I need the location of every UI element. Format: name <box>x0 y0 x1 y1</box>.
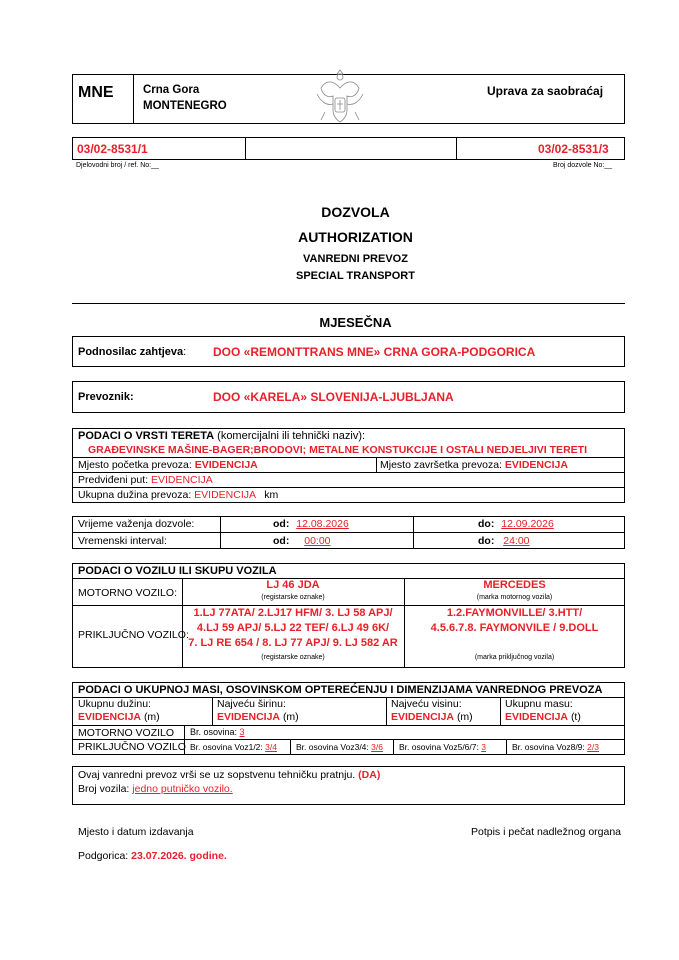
vehicle-heading: PODACI O VOZILU ILI SKUPU VOZILA <box>78 565 277 577</box>
dim-height-unit: (m) <box>456 711 473 723</box>
title-authorization: AUTHORIZATION <box>298 229 413 245</box>
validity-to-time <box>478 535 536 547</box>
axle-group-4-label: Br. osovina Voz8/9: <box>512 742 585 752</box>
applicant-label: Podnosilac zahtjeva <box>78 346 184 358</box>
dim-mass-value <box>505 711 581 723</box>
validity-from-time <box>273 535 343 547</box>
trailer-reg-line-3: 7. LJ RE 654 / 8. LJ 77 APJ/ 9. LJ 582 AR <box>188 637 398 649</box>
axle-group-4 <box>512 742 599 752</box>
cargo-rule-3 <box>72 487 625 488</box>
validity-from-time-value: 00:00 <box>304 535 331 547</box>
cargo-route <box>78 474 213 486</box>
trailer-reg-line-2: 4.LJ 59 APJ/ 5.LJ 22 TEF/ 6.LJ 49 6K/ <box>196 622 390 634</box>
dim-length-unit: (m) <box>143 711 160 723</box>
title-special: SPECIAL TRANSPORT <box>296 270 415 282</box>
validity-to-value: 12.09.2026 <box>501 518 554 530</box>
cargo-route-value: EVIDENCIJA <box>150 474 213 486</box>
ref-number: 03/02-8531/1 <box>77 142 148 156</box>
dim-width-number: EVIDENCIJA <box>217 711 281 723</box>
issue-place-date <box>78 850 227 862</box>
cargo-rule-2 <box>72 472 625 473</box>
validity-from <box>273 518 353 530</box>
dim-trailer-label: PRIKLJUČNO VOZILO <box>78 741 186 753</box>
dim-length-label: Ukupnu dužinu: <box>78 698 151 710</box>
dim-length-number: EVIDENCIJA <box>78 711 142 723</box>
country-code: MNE <box>78 84 114 101</box>
dim-mass-label: Ukupnu masu: <box>505 698 573 710</box>
permit-number: 03/02-8531/3 <box>538 142 609 156</box>
escort-text <box>78 769 380 781</box>
place-date-label: Mjesto i datum izdavanja <box>78 826 194 838</box>
axle-group-3-label: Br. osovina Voz5/6/7: <box>399 742 479 752</box>
validity-divider-1 <box>220 516 221 549</box>
motor-make-caption: (marka motornog vozila) <box>476 594 553 601</box>
motor-vehicle-reg: LJ 46 JDA <box>266 579 320 591</box>
dim-width-label: Najveću širinu: <box>217 698 286 710</box>
escort-count-value: jedno putničko vozilo. <box>132 783 233 795</box>
dimensions-divider-7 <box>506 739 507 755</box>
validity-to-label: do: <box>478 518 495 530</box>
axle-group-1-value: 3/4 <box>265 742 277 752</box>
header-divider <box>133 74 134 124</box>
trailer-reg-line-1: 1.LJ 77ATA/ 2.LJ17 HFM/ 3. LJ 58 APJ/ <box>193 607 393 619</box>
dim-mass-unit: (t) <box>570 711 581 723</box>
applicant-colon: : <box>183 346 187 358</box>
dimensions-rule-2 <box>72 725 625 726</box>
validity-interval-label: Vremenski interval: <box>78 535 167 547</box>
carrier-label: Prevoznik: <box>78 391 134 403</box>
issue-place: Podgorica: <box>78 850 129 862</box>
dim-motor-axles <box>190 727 245 737</box>
cargo-rule-1 <box>72 457 625 458</box>
ref-divider-2 <box>456 137 457 160</box>
validity-rule <box>72 532 625 533</box>
axle-group-3-value: 3 <box>481 742 486 752</box>
cargo-length-label: Ukupna dužina prevoza: <box>78 489 192 501</box>
escort-da: (DA) <box>358 769 381 781</box>
applicant-value: DOO «REMONTTRANS MNE» CRNA GORA-PODGORICA <box>213 345 536 359</box>
trailer-make-caption: (marka priključnog vozila) <box>474 654 555 661</box>
cargo-divider <box>376 457 377 472</box>
dim-height-number: EVIDENCIJA <box>391 711 455 723</box>
dim-height-label: Najveću visinu: <box>391 698 462 710</box>
signature-label: Potpis i pečat nadležnog organa <box>471 826 622 838</box>
dim-motor-axles-value: 3 <box>239 727 245 737</box>
axle-group-1 <box>190 742 277 752</box>
cargo-length-unit: km <box>264 489 279 501</box>
cargo-start-value: EVIDENCIJA <box>194 459 258 471</box>
dimensions-divider-1 <box>212 697 213 725</box>
dim-mass-number: EVIDENCIJA <box>505 711 569 723</box>
validity-period-label: Vrijeme važenja dozvole: <box>78 518 195 530</box>
axle-group-2-value: 3/6 <box>371 742 383 752</box>
dim-width-unit: (m) <box>282 711 299 723</box>
cargo-heading-note: (komercijalni ili tehnički naziv): <box>214 430 366 442</box>
validity-to <box>478 518 558 530</box>
dimensions-divider-2 <box>386 697 387 725</box>
validity-divider-2 <box>413 516 414 549</box>
cargo-route-label: Predviđeni put: <box>78 474 149 486</box>
validity-from-value: 12.08.2026 <box>296 518 349 530</box>
cargo-end <box>380 459 568 471</box>
title-dozvola: DOZVOLA <box>321 204 390 220</box>
cargo-start <box>78 459 258 471</box>
dim-length-value <box>78 711 160 723</box>
dimensions-heading: PODACI O UKUPNOJ MASI, OSOVINSKOM OPTEREĆENJU I DIMENZIJAMA VANREDNOG PREVOZA <box>78 684 603 696</box>
trailer-vehicle-label: PRIKLJUČNO VOZILO: <box>78 629 189 641</box>
axle-group-2-label: Br. osovina Voz3/4: <box>296 742 369 752</box>
trailer-make-line-1: 1.2.FAYMONVILLE/ 3.HTT/ <box>446 607 583 619</box>
motor-vehicle-make: MERCEDES <box>483 579 546 591</box>
cargo-end-value: EVIDENCIJA <box>504 459 568 471</box>
authority-name: Uprava za saobraćaj <box>487 84 604 98</box>
coat-of-arms-emblem <box>313 66 367 126</box>
cargo-heading-title: PODACI O VRSTI TERETA <box>78 430 215 442</box>
title-rule <box>72 303 625 304</box>
dimensions-divider-5 <box>290 739 291 755</box>
cargo-length-value: EVIDENCIJA <box>194 489 256 501</box>
validity-to-time-label: do: <box>478 535 495 547</box>
escort-count <box>78 783 233 795</box>
applicant-label-wrap <box>78 346 186 358</box>
motor-vehicle-label: MOTORNO VOZILO: <box>78 587 177 599</box>
dim-motor-label: MOTORNO VOZILO <box>78 727 175 739</box>
ref-label: Djelovodni broj / ref. No:__ <box>76 162 159 169</box>
dim-motor-axles-label: Br. osovina: <box>190 727 238 737</box>
period-label: MJESEČNA <box>319 315 392 330</box>
dim-width-value <box>217 711 299 723</box>
escort-text-body: Ovaj vanredni prevoz vrši se uz sopstvenu tehničku pratnju. <box>78 769 356 781</box>
dimensions-rule-3 <box>72 739 625 740</box>
cargo-description: GRAĐEVINSKE MAŠINE-BAGER;BRODOVI; METALNE KONSTUKCIJE I OSTALI NEDJELJIVI TERETI <box>88 444 587 456</box>
title-vanredni: VANREDNI PREVOZ <box>303 253 408 265</box>
dim-height-value <box>391 711 473 723</box>
validity-from-label: od: <box>273 518 290 530</box>
issue-date: 23.07.2026. godine. <box>131 850 227 862</box>
country-name-local: Crna Gora <box>143 84 200 96</box>
axle-group-2 <box>296 742 383 752</box>
motor-reg-caption: (registarske oznake) <box>261 594 325 601</box>
trailer-make-line-2: 4.5.6.7.8. FAYMONVILE / 9.DOLL <box>430 622 599 634</box>
vehicle-rule-2 <box>72 605 625 606</box>
trailer-reg-caption: (registarske oznake) <box>261 654 325 661</box>
country-name-en: MONTENEGRO <box>143 100 227 112</box>
axle-group-3 <box>399 742 486 752</box>
cargo-end-label: Mjesto završetka prevoza: <box>380 459 502 471</box>
escort-count-label: Broj vozila: <box>78 783 130 795</box>
cargo-heading <box>78 430 365 442</box>
cargo-start-label: Mjesto početka prevoza: <box>78 459 192 471</box>
carrier-value: DOO «KARELA» SLOVENIJA-LJUBLJANA <box>213 390 454 404</box>
axle-group-4-value: 2/3 <box>587 742 599 752</box>
permit-label: Broj dozvole No:__ <box>553 162 613 169</box>
axle-group-1-label: Br. osovina Voz1/2: <box>190 742 263 752</box>
cargo-length <box>78 489 278 501</box>
validity-from-time-label: od: <box>273 535 290 547</box>
dimensions-divider-3 <box>500 697 501 725</box>
validity-to-time-value: 24:00 <box>503 535 530 547</box>
ref-divider-1 <box>245 137 246 160</box>
dimensions-divider-6 <box>393 739 394 755</box>
